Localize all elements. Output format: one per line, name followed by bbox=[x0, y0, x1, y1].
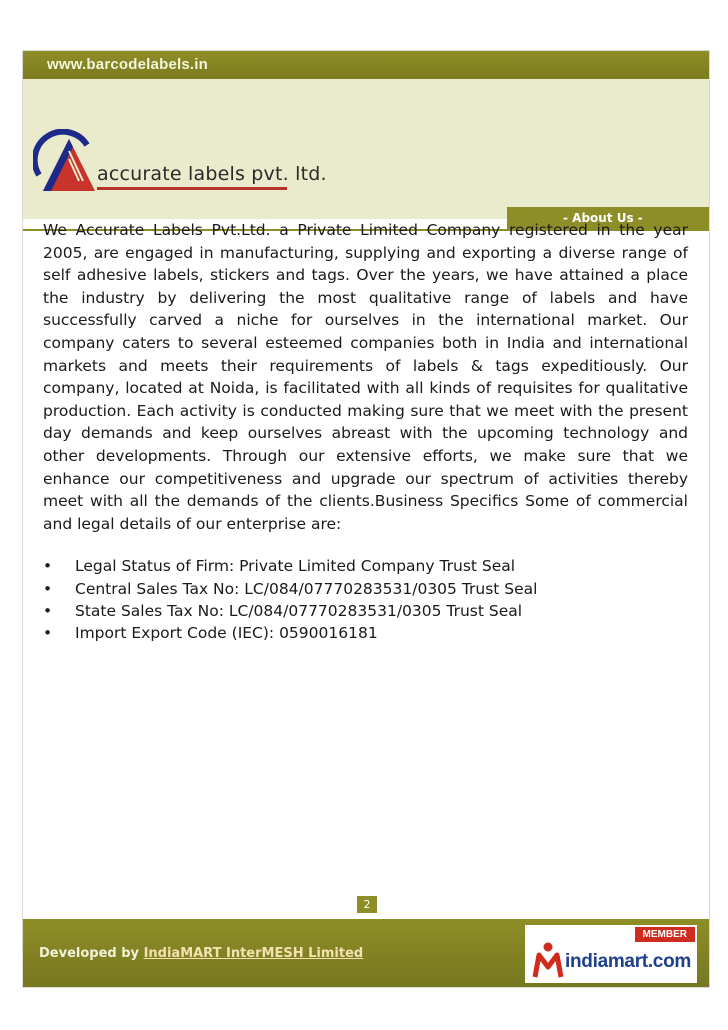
business-details-list bbox=[43, 555, 688, 644]
indiamart-m-logo-icon bbox=[531, 941, 565, 979]
section-tab-label: - About Us - bbox=[563, 211, 643, 225]
bullet-icon: • bbox=[43, 579, 53, 598]
list-item-text: Import Export Code (IEC): 0590016181 bbox=[75, 623, 378, 642]
footer-credit bbox=[39, 946, 363, 961]
logo-underline bbox=[97, 187, 287, 190]
page-number: 2 bbox=[357, 896, 377, 913]
developed-by-label: Developed by bbox=[39, 946, 140, 961]
brochure-page bbox=[22, 50, 710, 988]
developer-link[interactable]: IndiaMART InterMESH Limited bbox=[143, 946, 364, 961]
list-item bbox=[43, 555, 688, 577]
indiamart-logo-text: indiamart.com bbox=[565, 951, 691, 972]
triangle-arc-logo-icon bbox=[33, 129, 99, 195]
company-name: accurate labels pvt. ltd. bbox=[97, 163, 327, 185]
bullet-icon: • bbox=[43, 623, 53, 642]
list-item-text: Central Sales Tax No: LC/084/07770283531/0305 Trust Seal bbox=[75, 579, 538, 598]
bullet-icon: • bbox=[43, 557, 53, 576]
footer bbox=[23, 919, 709, 987]
list-item bbox=[43, 622, 688, 644]
member-badge: MEMBER bbox=[635, 927, 695, 942]
bullet-icon: • bbox=[43, 601, 53, 620]
list-item bbox=[43, 600, 688, 622]
list-item-text: Legal Status of Firm: Private Limited Company Trust Seal bbox=[75, 557, 516, 576]
list-item-text: State Sales Tax No: LC/084/07770283531/0305 Trust Seal bbox=[75, 601, 523, 620]
list-item bbox=[43, 578, 688, 600]
top-bar bbox=[23, 51, 709, 79]
header-band bbox=[23, 79, 709, 225]
indiamart-member-logo[interactable] bbox=[525, 925, 697, 983]
website-url[interactable]: www.barcodelabels.in bbox=[47, 56, 208, 73]
about-paragraph: We Accurate Labels Pvt.Ltd. a Private Limited Company registered in the year 2005, are engaged in manufacturing, supplying and exporting a diverse range of self adhesive labels, stickers and tags. Over the years, we have attained a place the industry by delivering the most qualitative range of labels and have successfully carved a niche for ourselves in the international market. Our company caters to several esteemed companies both in India and international markets and meets their requirements of labels & tags expeditiously. Our company, located at Noida, is facilitated with all kinds of requisites for qualitative production. Each activity is conducted making sure that we meet with the present day demands and keep ourselves abreast with the upcoming technology and other developments. Through our extensive efforts, we make sure that we enhance our competitiveness and upgrade our spectrum of activities thereby meet with all the demands of the clients.Business Specifics Some of commercial and legal details of our enterprise are: bbox=[43, 221, 688, 533]
content-body bbox=[43, 219, 688, 644]
